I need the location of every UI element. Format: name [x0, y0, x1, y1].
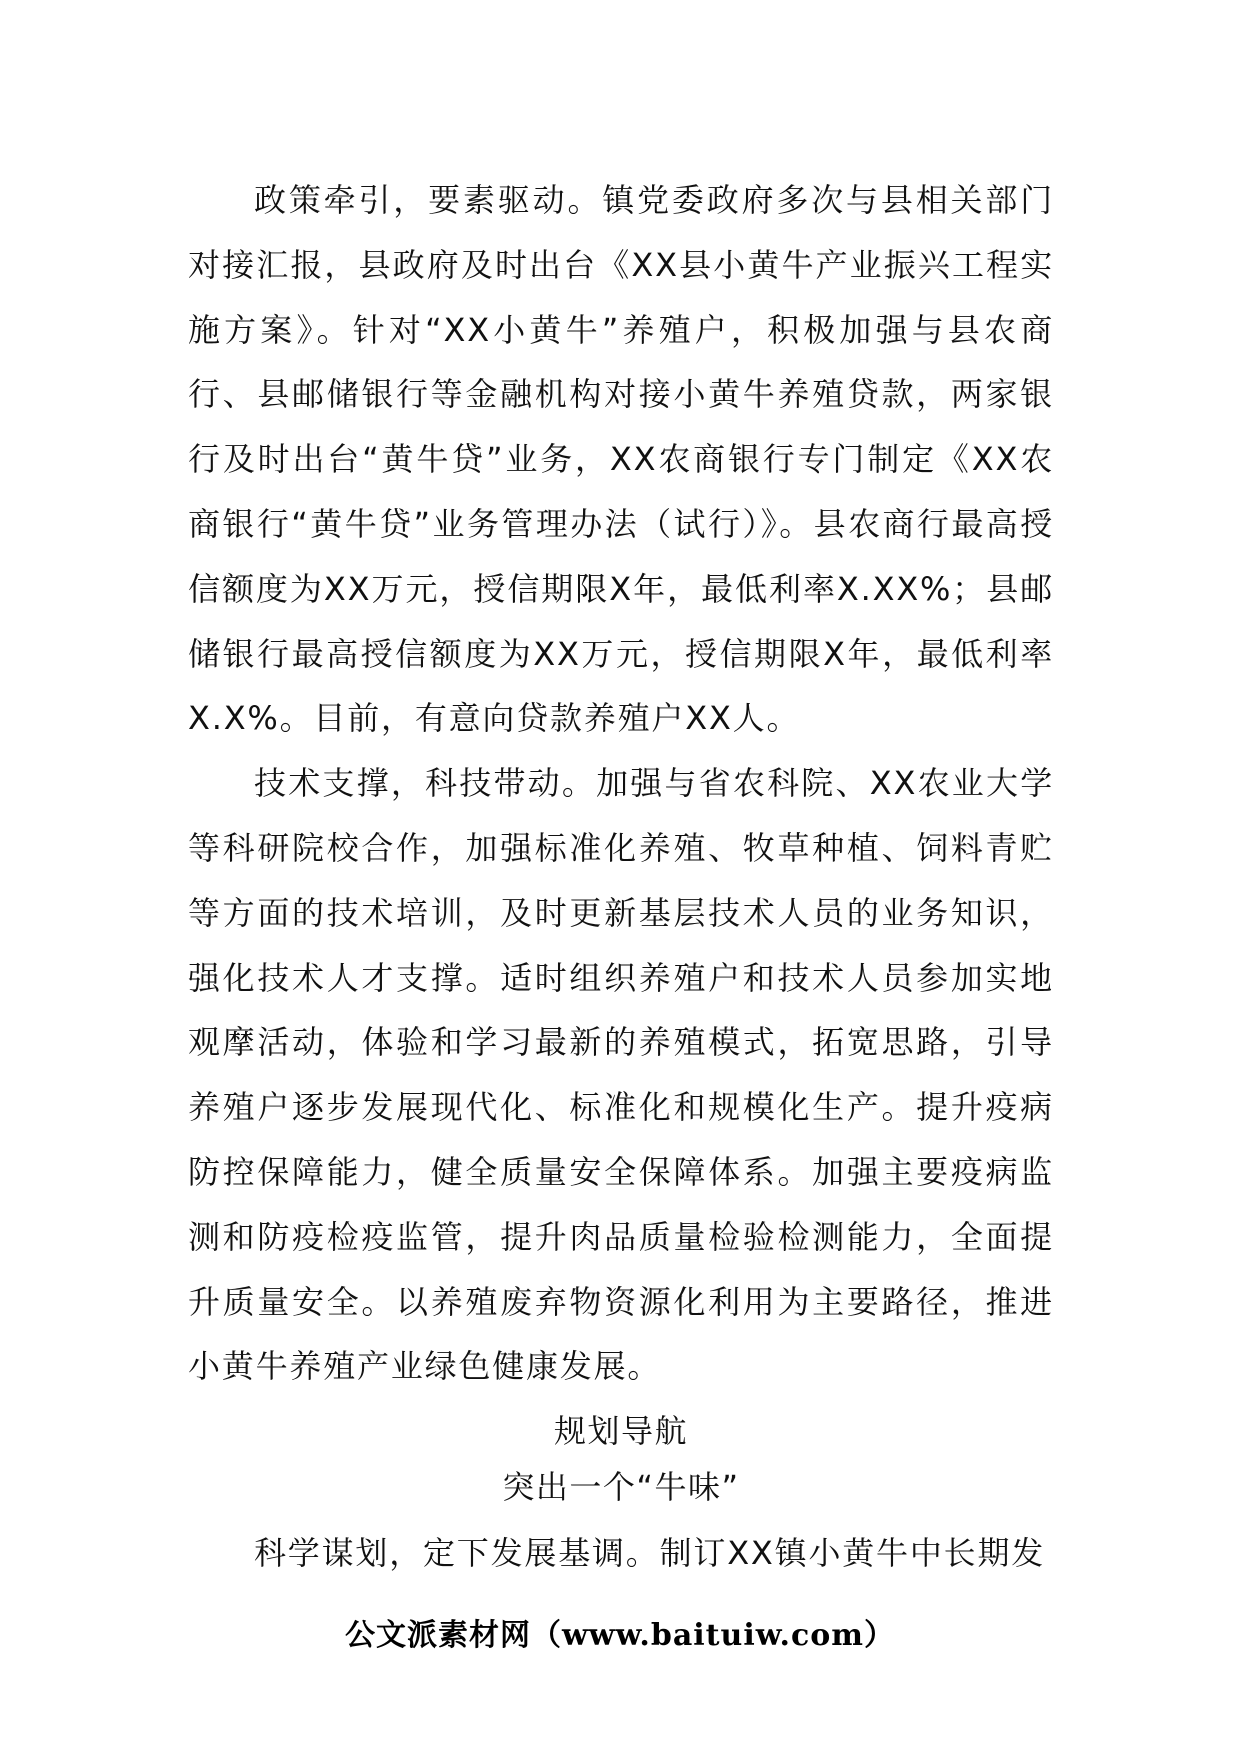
section-heading: 规划导航 [553, 1412, 688, 1451]
paragraph-planning: 科学谋划，定下发展基调。制订XX镇小黄牛中长期发 [254, 1534, 1046, 1573]
paragraph-technology: 技术支撑，科技带动。加强与省农科院、XX农业大学等科研院校合作，加强标准化养殖、牧草种植、饲料青贮等方面的技术培训，及时更新基层技术人员的业务知识，强化技术人才支撑。适时组织养殖户和技术人员参加实地观摩活动，体验和学习最新的养殖模式，拓宽思路，引导养殖户逐步发展现代化、标准化和规模化生产。提升疫病防控保障能力，健全质量安全保障体系。加强主要疫病监测和防疫检疫监管，提升肉品质量检验检测能力，全面提升质量安全。以养殖废弃物资源化利用为主要路径，推进小黄牛养殖产业绿色健康发展。 [188, 764, 1054, 1386]
document-body [188, 168, 1054, 1586]
paragraph-policy: 政策牵引，要素驱动。镇党委政府多次与县相关部门对接汇报，县政府及时出台《XX县小黄牛产业振兴工程实施方案》。针对“XX小黄牛”养殖户，积极加强与县农商行、县邮储银行等金融机构对接小黄牛养殖贷款，两家银行及时出台“黄牛贷”业务，XX农商银行专门制定《XX农商银行“黄牛贷”业务管理办法（试行）》。县农商行最高授信额度为XX万元，授信期限X年，最低利率X.XX%；县邮储银行最高授信额度为XX万元，授信期限X年，最低利率X.X%。目前，有意向贷款养殖户XX人。 [188, 181, 1054, 738]
section-subheading: 突出一个“牛味” [502, 1468, 740, 1507]
footer-watermark: 公文派素材网（www.baituiw.com） [344, 1618, 896, 1653]
